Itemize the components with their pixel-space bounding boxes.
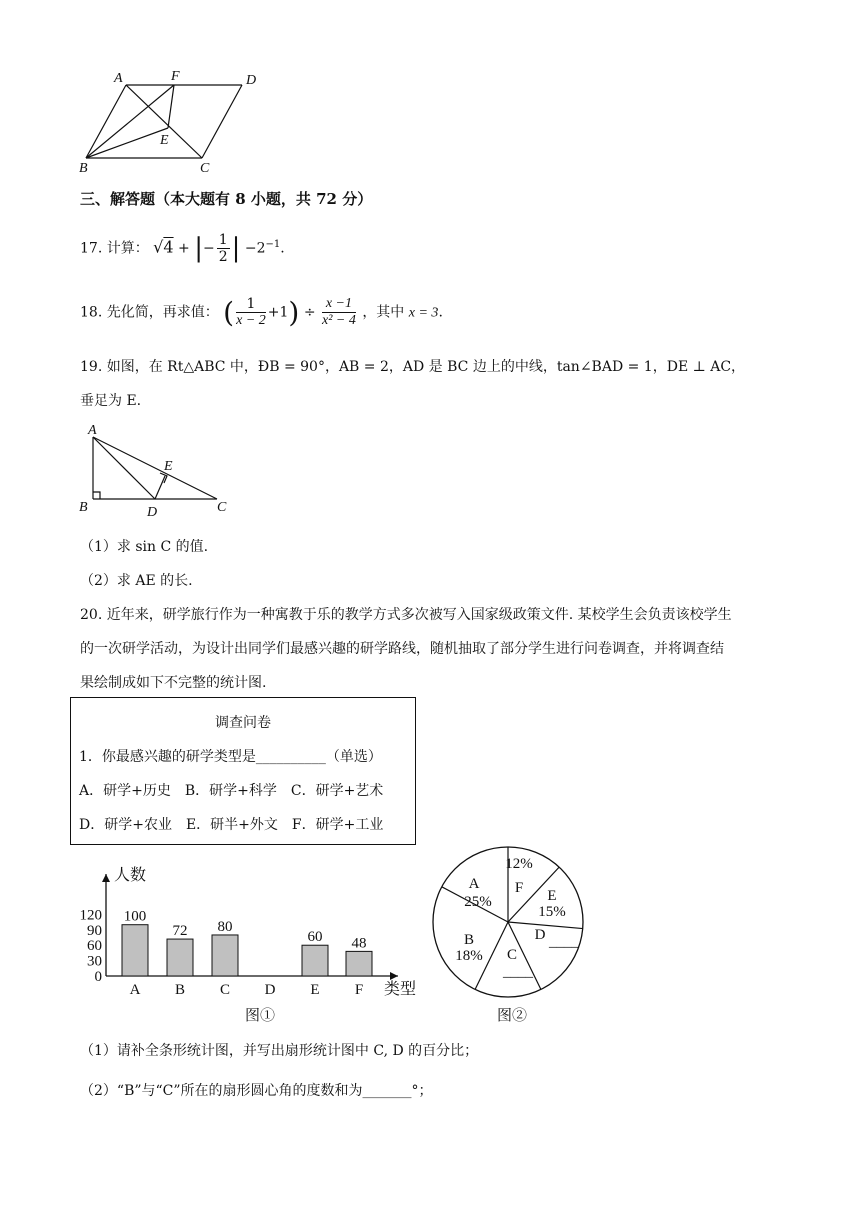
pie-chart xyxy=(428,842,596,1028)
data-label-F: 48 xyxy=(351,935,367,952)
label-A: A xyxy=(114,71,123,86)
y-tick-label: 30 xyxy=(87,953,102,970)
survey-title: 调查问卷 xyxy=(215,715,271,731)
pie-label-B: B xyxy=(463,932,475,948)
pie-label-F: F xyxy=(514,880,524,896)
bar-chart xyxy=(76,856,422,1026)
survey-question: 1．你最感兴趣的研学类型是__________（单选） xyxy=(79,749,382,765)
data-label-E: 60 xyxy=(307,929,323,946)
pie-percent-E: 15% xyxy=(538,904,566,920)
pie-label-A: A xyxy=(468,876,480,892)
question-19-line2: 垂足为 E. xyxy=(80,393,142,409)
survey-options-row1: A．研学+历史 B．研学+科学 C．研学+艺术 xyxy=(79,783,384,799)
question-20-line1: 20. 近年来，研学旅行作为一种寓教于乐的教学方式多次被写入国家级政策文件. 某校学生会负责该校学生 xyxy=(80,607,732,623)
pie-percent-D: ____ xyxy=(549,934,579,950)
bar-A xyxy=(122,925,148,976)
bar-C xyxy=(212,935,238,976)
section-heading: 三、解答题（本大题有 8 小题，共 72 分） xyxy=(80,190,373,208)
pie-label-D: D xyxy=(534,927,546,943)
survey-options-row2: D．研学+农业 E．研半+外文 F．研学+工业 xyxy=(79,817,384,833)
question-17: 17. 计算： √4 + |− $\frac{1}{2}$ | $-2^{-1}$. xyxy=(80,232,285,265)
label-D: D xyxy=(246,73,257,88)
x-axis-arrow xyxy=(390,972,398,980)
pie-percent-B: 18% xyxy=(455,948,483,964)
pie-label-C: C xyxy=(506,947,518,963)
y-tick-label: 0 xyxy=(94,969,102,985)
y-tick-label: 120 xyxy=(79,907,102,924)
question-19-part2: （2）求 AE 的长. xyxy=(80,573,193,589)
question-18: 18. 先化简，再求值： ( $\frac{1}{x - 2}$ +1) ÷ $\frac{x -1}{\text{x² − 4}}$ ，其中 x = 3. xyxy=(80,296,443,329)
x-tick-label-C: C xyxy=(219,982,231,998)
label-E: E xyxy=(160,133,169,148)
question-19-line1: 19. 如图，在 Rt△ABC 中，ÐB = 90°，AB = 2，AD 是 BC 边上的中线，tan∠BAD = 1，DE ⊥ AC， xyxy=(80,359,746,375)
x-tick-label-B: B xyxy=(174,982,186,998)
y-axis-label: 人数 xyxy=(114,867,147,884)
x-tick-label-E: E xyxy=(310,982,320,998)
pie-label-E: E xyxy=(547,888,557,904)
pie-percent-F: 12% xyxy=(505,856,533,872)
x-tick-label-F: F xyxy=(354,982,364,998)
x-tick-label-D: D xyxy=(264,982,276,998)
data-label-A: 100 xyxy=(123,908,147,925)
chart-caption: 图① xyxy=(244,1008,276,1024)
y-tick-label: 60 xyxy=(87,938,102,955)
question-20-line2: 的一次研学活动，为设计出同学们最感兴趣的研学路线，随机抽取了部分学生进行问卷调查，并将调查结 xyxy=(80,641,724,657)
chart-caption: 图② xyxy=(496,1008,528,1024)
y-axis-arrow xyxy=(102,874,110,882)
data-label-B: 72 xyxy=(172,923,188,940)
parallelogram-figure xyxy=(76,66,276,178)
label-B: B xyxy=(79,161,88,176)
label-C: C xyxy=(200,161,210,176)
survey-box xyxy=(70,697,416,845)
question-20-part1: （1）请补全条形统计图，并写出扇形统计图中 C, D 的百分比； xyxy=(80,1043,479,1059)
x-tick-label-A: A xyxy=(129,982,141,998)
label-A: A xyxy=(88,423,97,438)
label-E: E xyxy=(164,459,173,474)
data-label-C: 80 xyxy=(217,918,233,935)
label-D: D xyxy=(147,505,158,520)
pie-percent-A: 25% xyxy=(464,894,492,910)
question-20-line3: 果绘制成如下不完整的统计图. xyxy=(80,675,267,691)
x-axis-label: 类型 xyxy=(384,981,417,998)
label-B: B xyxy=(79,500,88,515)
label-C: C xyxy=(217,500,227,515)
y-tick-label: 90 xyxy=(87,922,102,939)
bar-B xyxy=(167,939,193,976)
right-triangle-figure xyxy=(76,420,246,520)
bar-E xyxy=(302,945,328,976)
question-20-part2: （2）“B”与“C”所在的扇形圆心角的度数和为_______°； xyxy=(80,1083,433,1099)
question-19-part1: （1）求 sin C 的值. xyxy=(80,539,209,555)
pie-percent-C: ____ xyxy=(503,964,533,980)
bar-F xyxy=(346,951,372,976)
label-F: F xyxy=(171,69,180,84)
